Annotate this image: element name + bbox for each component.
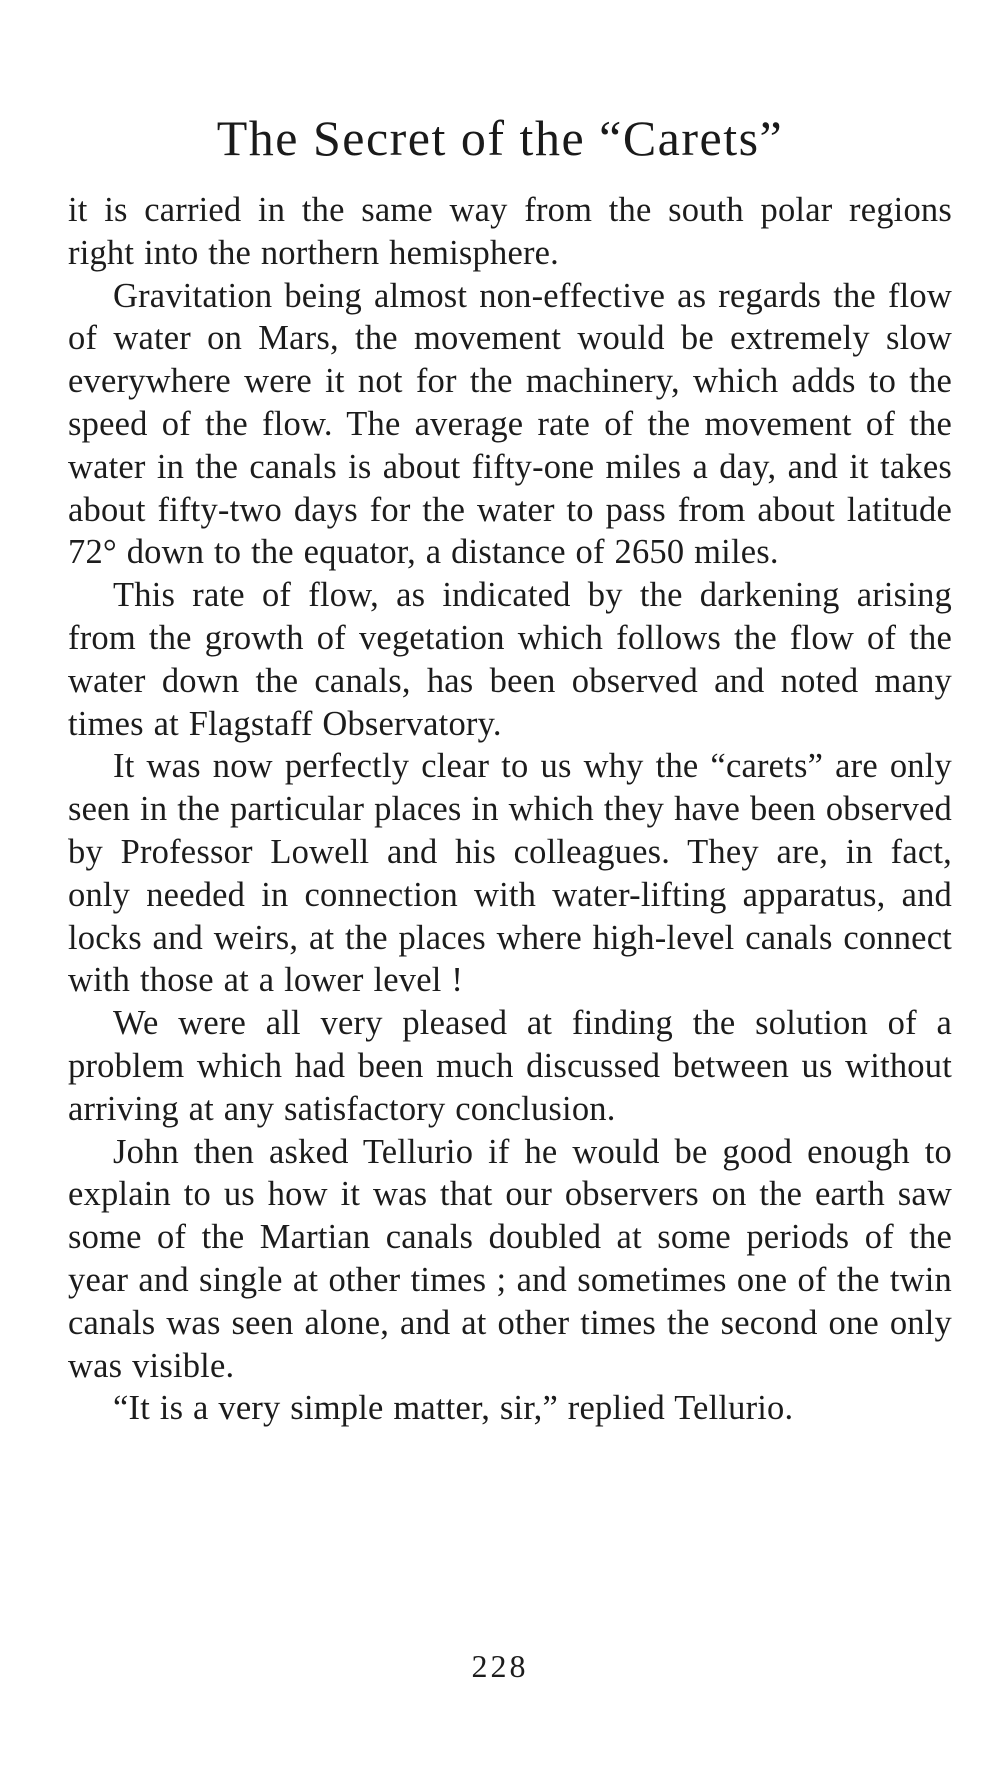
paragraph: We were all very pleased at finding the solution of a problem which had been much discussed between us without arriving at any satisfactory conclusion. <box>68 1004 952 1128</box>
body-text <box>68 189 952 1430</box>
paragraph: This rate of flow, as indicated by the darkening arising from the growth of vegetation which follows the flow of the water down the canals, has been observed and noted many times at Flagstaff Observatory. <box>68 576 952 743</box>
paragraph: “It is a very simple matter, sir,” replied Tellurio. <box>113 1389 794 1428</box>
paragraph: It was now perfectly clear to us why the “carets” are only seen in the particular places in which they have been observed by Professor Lowell and his colleagues. They are, in fact, only needed in connection with water-lifting apparatus, and locks and weirs, at the places where high-level canals connect with those at a lower level ! <box>68 747 952 1000</box>
paragraph-continued: it is carried in the same way from the south polar regions right into the northern hemisphere. <box>68 191 952 272</box>
paragraph: Gravitation being almost non-effective as regards the flow of water on Mars, the movement would be extremely slow everywhere were it not for the machinery, which adds to the speed of the flow. The average rate of the movement of the water in the canals is about fifty-one miles a day, and it takes about fifty-two days for the water to pass from about latitude 72° down to the equator, a distance of 2650 miles. <box>68 276 952 572</box>
running-head-title: The Secret of the “Carets” <box>216 110 784 166</box>
paragraph: John then asked Tellurio if he would be good enough to explain to us how it was that our observers on the earth saw some of the Martian canals doubled at some periods of the year and single at other times ; and sometimes one of the twin canals was seen alone, and at other times the second one only was visible. <box>68 1132 952 1385</box>
page-number: 228 <box>471 1648 529 1684</box>
